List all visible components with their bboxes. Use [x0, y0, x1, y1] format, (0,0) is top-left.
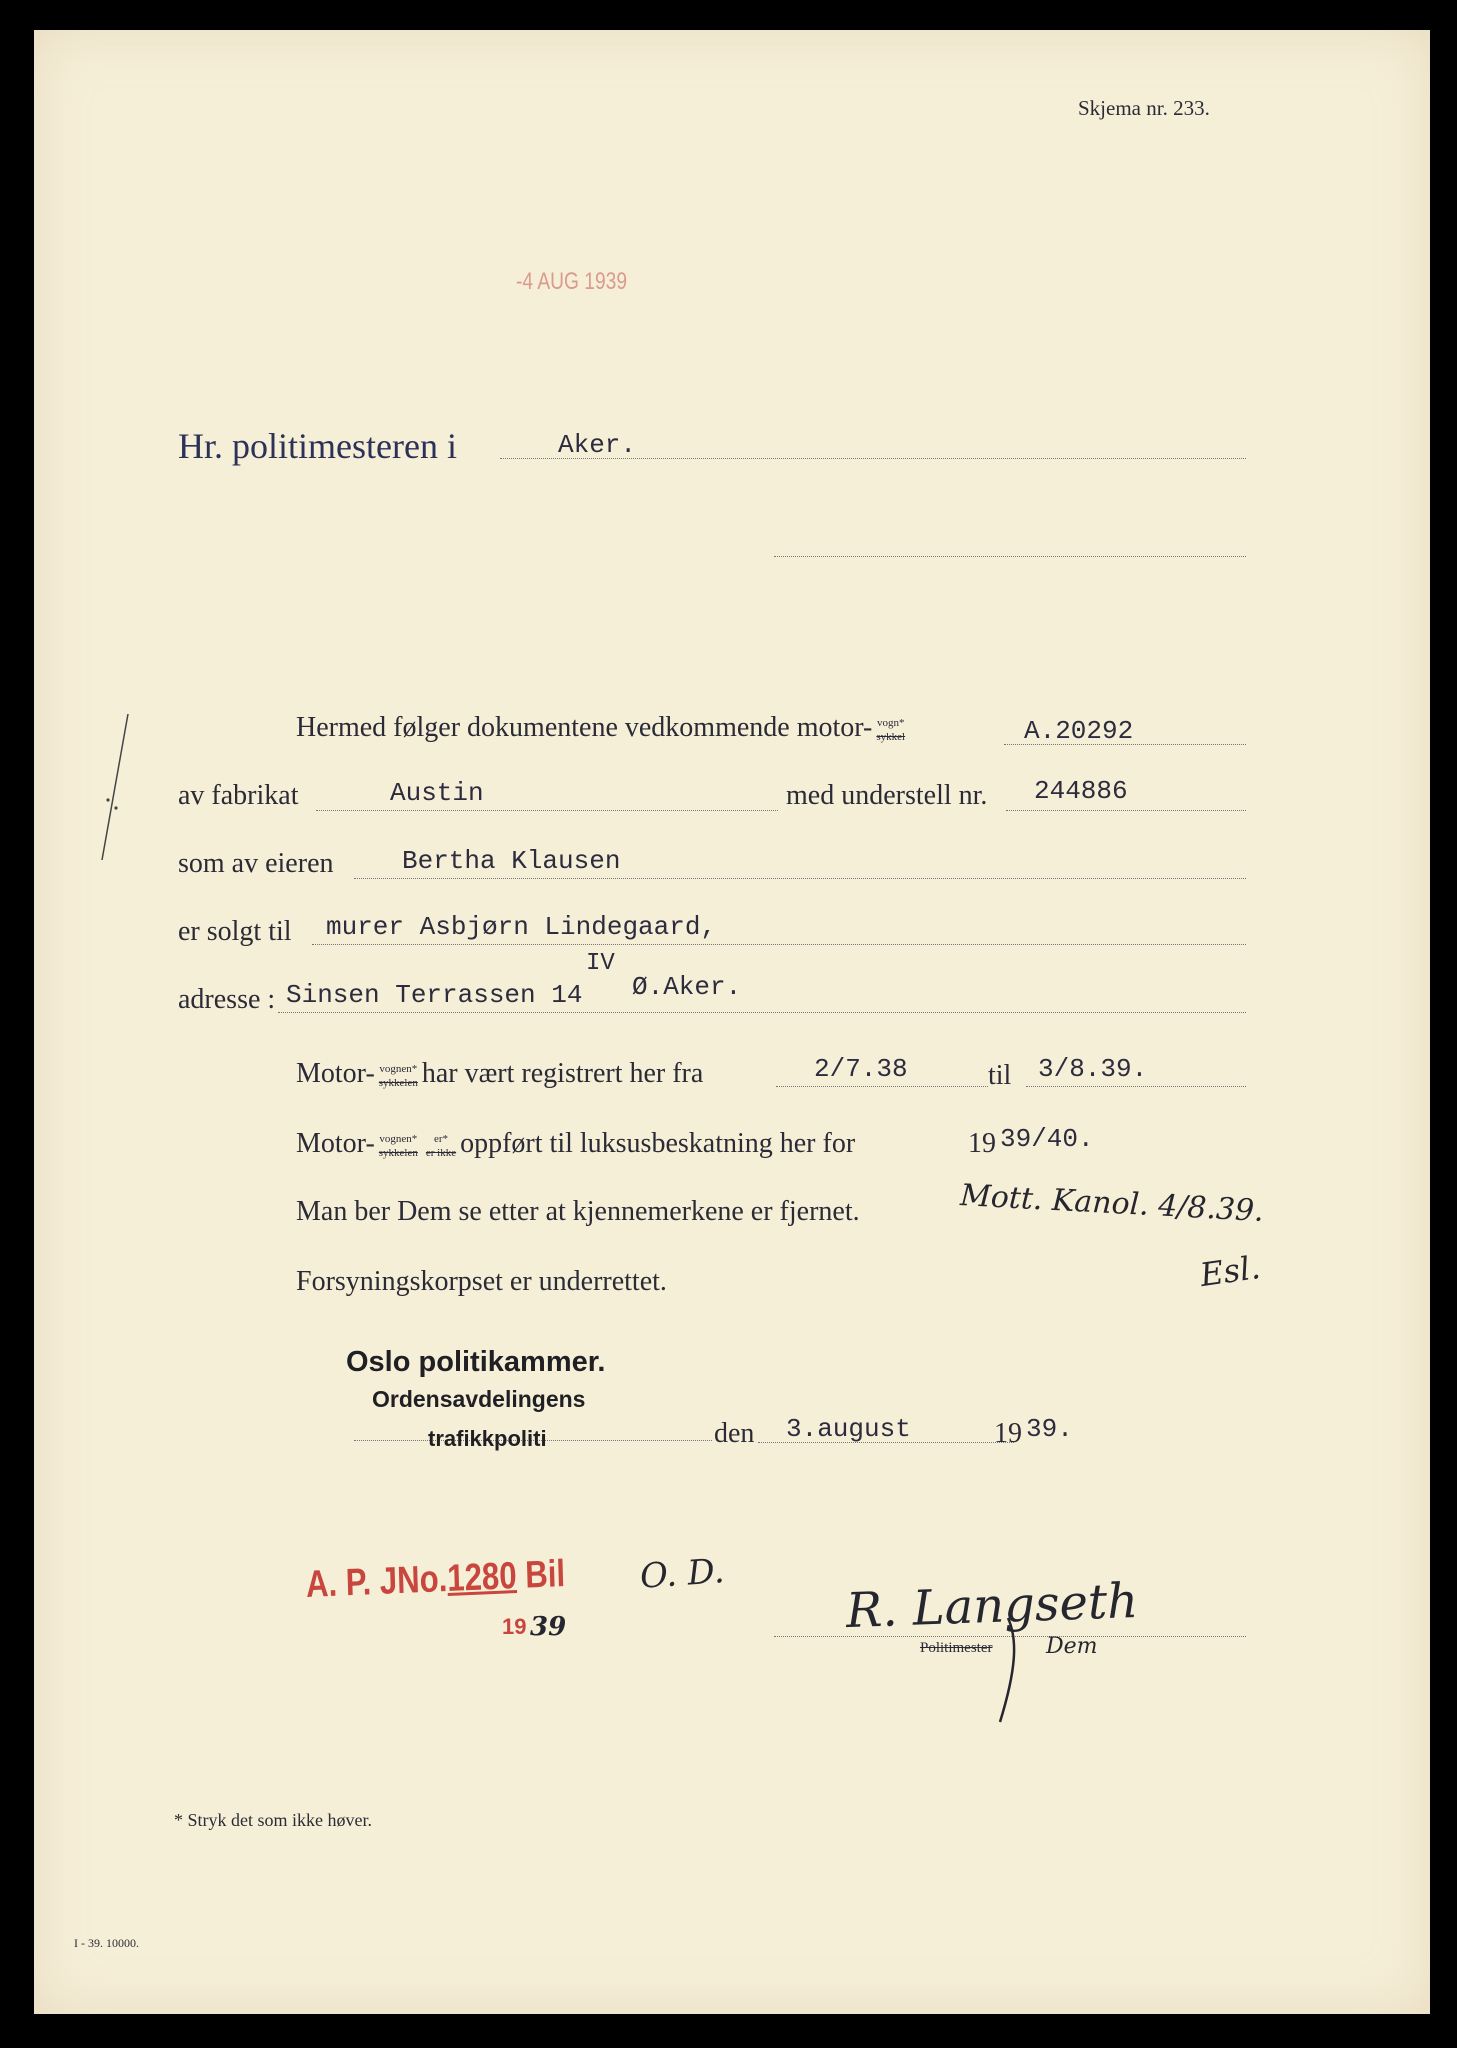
journal-hand-note: O. D.	[638, 1551, 726, 1597]
vehicle-kind-bottom: sykkel	[876, 730, 906, 743]
journal-stamp	[305, 1553, 565, 1607]
addressee-value: Aker.	[558, 430, 637, 460]
plates-notice: Man ber Dem se etter at kjennemerkene er fjernet.	[296, 1196, 860, 1227]
luxury-text	[296, 1128, 855, 1160]
luxury-year: 39/40.	[1000, 1124, 1094, 1154]
journal-year-prefix: 19	[502, 1614, 527, 1639]
registration-kind-bottom: sykkelen	[378, 1076, 418, 1089]
margin-mark	[94, 710, 144, 870]
make-value: Austin	[390, 778, 484, 808]
chassis-line	[1006, 810, 1246, 811]
form-number: Skjema nr. 233.	[1078, 96, 1210, 120]
intro-label: Hermed følger dokumentene vedkommende motor-	[296, 712, 873, 743]
signature-flourish	[978, 1610, 1038, 1730]
owner-line	[354, 878, 1246, 879]
vehicle-kind-top: vogn*	[876, 716, 905, 729]
registration-to-label: til	[988, 1060, 1012, 1091]
registration-to-line	[1026, 1086, 1246, 1087]
make-label: av fabrikat	[178, 780, 299, 811]
luxury-is	[426, 1132, 456, 1160]
buyer-label: er solgt til	[178, 916, 292, 947]
registration-text	[296, 1058, 703, 1090]
registration-from: 2/7.38	[814, 1054, 908, 1084]
registration-kind	[379, 1062, 418, 1090]
luxury-year-prefix: 19	[968, 1128, 996, 1159]
journal-number: 1280	[446, 1555, 518, 1600]
issuer-stamp-line1: Oslo politikammer.	[346, 1346, 606, 1378]
registration-to: 3/8.39.	[1038, 1054, 1148, 1084]
buyer-value: murer Asbjørn Lindegaard,	[326, 912, 717, 942]
luxury-kind-top: vognen*	[379, 1132, 418, 1145]
luxury-is-bottom: er ikke	[425, 1146, 457, 1159]
journal-year: 39	[530, 1612, 567, 1642]
reg-number: A.20292	[1024, 716, 1134, 746]
vehicle-kind	[876, 716, 905, 744]
print-code: I - 39. 10000.	[74, 1936, 139, 1950]
registration-prefix: Motor-	[296, 1058, 375, 1089]
buyer-line	[312, 944, 1246, 945]
luxury-prefix: Motor-	[296, 1128, 375, 1159]
document-page	[34, 30, 1430, 2014]
luxury-kind-bottom: sykkelen	[378, 1146, 418, 1159]
owner-value: Bertha Klausen	[402, 846, 621, 876]
address-label: adresse :	[178, 984, 276, 1015]
luxury-label: oppført til luksusbeskatning her for	[460, 1128, 856, 1159]
received-stamp: -4 AUG 1939	[516, 268, 627, 295]
plates-initials: Esl.	[1197, 1247, 1263, 1295]
chassis-label: med understell nr.	[786, 780, 988, 811]
address-line	[278, 1012, 1246, 1013]
luxury-kind	[379, 1132, 418, 1160]
chassis-value: 244886	[1034, 776, 1128, 806]
journal-label: A. P. JNo.	[305, 1557, 448, 1606]
date-year: 39.	[1026, 1414, 1073, 1444]
date-year-prefix: 19	[994, 1418, 1022, 1449]
date-label: den	[714, 1418, 755, 1449]
signature-role: Politimester	[920, 1640, 993, 1656]
signature-role-hand: Dem	[1046, 1634, 1098, 1659]
signature: R. Langseth	[845, 1572, 1139, 1640]
registration-label: har vært registrert her fra	[421, 1058, 704, 1089]
issuer-stamp-line2: Ordensavdelingens	[372, 1386, 586, 1412]
supply-notice: Forsyningskorpset er underrettet.	[296, 1266, 667, 1297]
addressee-label: Hr. politimesteren i	[178, 426, 457, 466]
luxury-is-top: er*	[433, 1132, 449, 1145]
registration-from-line	[776, 1086, 988, 1087]
address-area: Ø.Aker.	[632, 972, 742, 1002]
plates-note: Mott. Kanol. 4/8.39.	[959, 1178, 1265, 1229]
owner-label: som av eieren	[178, 848, 334, 879]
address-value: Sinsen Terrassen 14	[286, 980, 583, 1010]
journal-suffix: Bil	[524, 1552, 566, 1597]
date-value: 3.august	[786, 1414, 911, 1444]
intro-text	[296, 712, 909, 744]
issuer-stamp-line3: trafikkpoliti	[428, 1426, 547, 1451]
footnote: * Stryk det som ikke høver.	[174, 1810, 372, 1830]
registration-kind-top: vognen*	[379, 1062, 418, 1075]
make-line	[316, 810, 778, 811]
address-floor: IV	[586, 950, 615, 977]
addressee-line-2	[774, 556, 1246, 557]
